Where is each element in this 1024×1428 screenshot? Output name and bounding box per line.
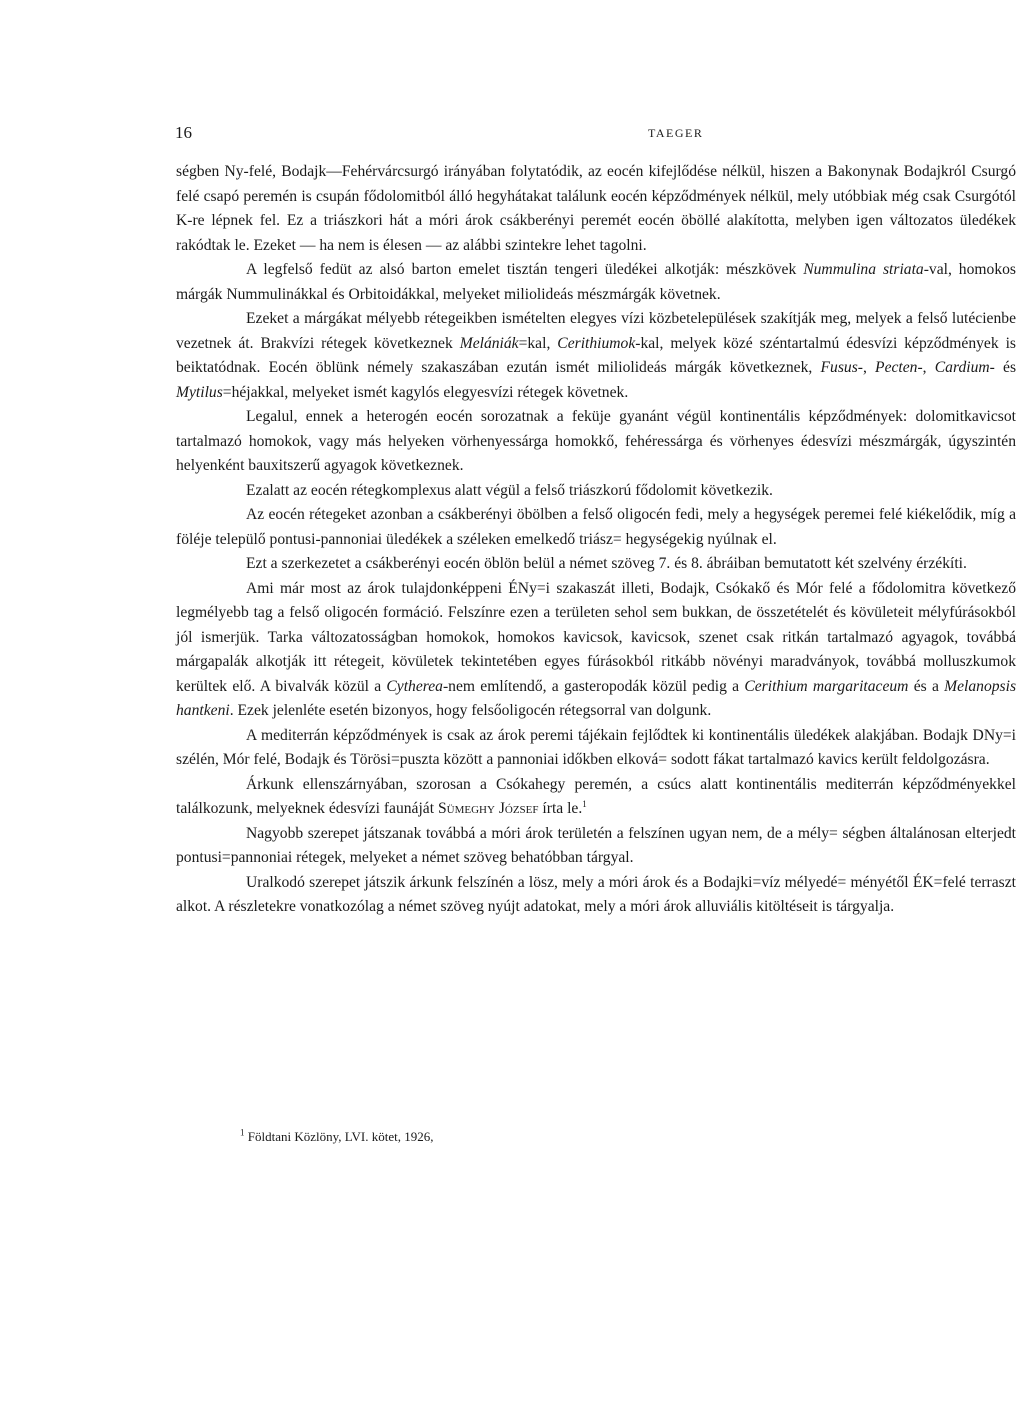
paragraph <box>176 577 1016 724</box>
text-run: , <box>922 359 935 376</box>
running-head: TAEGER <box>648 126 704 140</box>
text-run: Az eocén rétegeket azonban a csákberényi öbölben a felső oligocén fedi, mely a hegységek peremei felé kiékelődik, míg a föléje települő pontusi-pannoniai üledékek a széleken emelkedő triász= hegységekig nyúlnak el. <box>176 506 1016 548</box>
italic-text: Nummulina striata <box>803 261 924 278</box>
page-number: 16 <box>175 123 192 142</box>
paragraph <box>176 479 1016 504</box>
text-run: Uralkodó szerepet játszik árkunk felszínén a lösz, mely a móri árok és a Bodajki=víz mélyedé= ményétől ÉK=felé terraszt alkot. A részletekre vonatkozólag a német szöveg nyújt adatokat, mely a móri árok alluviális kitöltéseit is tárgyalja. <box>176 873 1016 915</box>
paragraph <box>176 552 1016 577</box>
paragraph <box>176 822 1016 871</box>
text-run: =kal, <box>518 334 558 352</box>
text-run: Ami már most az árok tulajdonképpeni ÉNy=i szakaszát illeti, Bodajk, Csókakő és Mór felé a fődolomitra következő legmélyebb tag a felső oligocén formáció. Felszínre ezen a területen sehol sem bukkan, de összetételét és kövületeit mélyfúrásokból jól ismerjük. Tarka változatosságban homokok, homokos kavicsok, kavicsok, szenet csak ritkán tartalmazó agyagok, továbbá márgapalák alkotják itt rétegeit, kövületek tekintetében egyes fúrásokból ritkább növényi maradványok, továbbá molluszkumok kerültek elő. A bivalvák közül a <box>176 579 1016 695</box>
paragraph <box>176 307 1016 405</box>
text-run: . Ezek jelenléte esetén bizonyos, hogy felsőoligocén rétegsorral van dolgunk. <box>229 702 712 719</box>
italic-text: Cardium- <box>934 359 995 376</box>
page-header <box>176 123 1016 147</box>
text-run: Árkunk ellenszárnyában, szorosan a Csókahegy peremén, a csúcs alatt kontinentális mediterrán képződményekkel találkozunk, melyeknek édesvízi faunáját <box>176 775 1016 817</box>
text-run: -val, homokos márgák Nummulinákkal és Orbitoidákkal, melyeket miliolideás mészmárgák követnek. <box>176 261 1016 303</box>
text-run: -kal, melyek közé széntartalmú édesvízi képződmények is beiktatódnak. Eocén öblünk némely szakaszában ezután ismét miliolideás márgák következnek, <box>176 334 1016 376</box>
italic-text: Melániák <box>459 334 519 352</box>
text-run: Ezeket a márgákat mélyebb rétegeikben ismételten elegyes vízi közbetelepülések szakítják meg, melyek a felső lutécienbe vezetnek át. Brakvízi rétegek következnek <box>176 310 1016 352</box>
paragraph <box>176 503 1016 552</box>
text-run: Legalul, ennek a heterogén eocén sorozatnak a feküje gyanánt végül kontinentális képződmények: dolomitkavicsot tartalmazó homokok, vagy más helyeken vörhenyessárga homokkő, fehéressárga és vörhenyes édesvízi mészmárgák, úgyszintén helyenként bauxitszerű agyagok következnek. <box>176 408 1016 474</box>
paragraph <box>176 871 1016 920</box>
author-name: Sümeghy József <box>437 800 539 817</box>
italic-text: Pecten- <box>875 359 923 376</box>
text-run: írta le. <box>538 800 583 817</box>
italic-text: Melanopsis hantkeni <box>176 677 1017 719</box>
paragraph <box>176 405 1016 479</box>
paragraph <box>176 724 1016 773</box>
text-run: =héjakkal, melyeket ismét kagylós elegyesvízi rétegek követnek. <box>222 383 629 401</box>
footnote-ref: 1 <box>582 798 587 809</box>
footnote <box>240 1129 433 1145</box>
italic-text: Cerithium margaritaceum <box>744 677 909 695</box>
footnote-marker: 1 <box>240 1127 245 1138</box>
text-run: A legfelső fedüt az alsó barton emelet tisztán tengeri üledékei alkotják: mészkövek <box>246 261 804 278</box>
paragraph <box>176 160 1016 258</box>
italic-text: Fusus- <box>820 359 863 376</box>
paragraph <box>176 258 1016 307</box>
text-run: Nagyobb szerepet játszanak továbbá a móri árok területén a felszínen ugyan nem, de a mély= ségben általánosan elterjedt pontusi=pannoniai rétegek, melyeket a német szöveg behatóbban tárgyal. <box>176 824 1016 866</box>
italic-text: Cerithiumok <box>557 334 636 352</box>
text-run: és <box>994 359 1017 376</box>
text-run: A mediterrán képződmények is csak az árok peremi tájékain fejlődtek ki kontinentális üledékek alakjában. Bodajk DNy=i szélén, Mór felé, Bodajk és Törösi=puszta között a pannoniai időkben elková= sodott fákat tartalmazó kavics került feldolgozásra. <box>176 726 1016 768</box>
footnote-text: Földtani Közlöny, LVI. kötet, 1926, <box>247 1129 434 1144</box>
text-run: -nem említendő, a gasteropodák közül pedig a <box>442 677 745 695</box>
paragraph <box>176 773 1016 822</box>
italic-text: Mytilus <box>176 383 223 401</box>
body-text <box>176 160 1016 920</box>
text-run: Ezt a szerkezetet a csákberényi eocén öblön belül a német szöveg 7. és 8. ábráiban bemutatott két szelvény érzékíti. <box>246 555 967 572</box>
text-run: Ezalatt az eocén rétegkomplexus alatt végül a felső triászkorú fődolomit következik. <box>246 481 773 499</box>
text-run: , <box>862 359 876 376</box>
text-run: és a <box>908 677 945 695</box>
text-run: ségben Ny-felé, Bodajk—Fehérvárcsurgó irányában folytatódik, az eocén kifejlődése nélkül, hiszen a Bakonynak Bodajkról Csurgó felé csapó peremén is csupán fődolomitból álló hegyhátakat találunk eocén képződmények nélkül, mely utóbbiak még csak Csurgótól K-re lépnek fel. Ez a triászkori hát a móri árok csákberényi peremét eocén öböllé alakította, melyben igen változatos üledékek rakódtak le. Ezeket — ha nem is élesen — az alábbi szintekre lehet tagolni. <box>176 163 1016 254</box>
italic-text: Cytherea <box>386 677 443 695</box>
